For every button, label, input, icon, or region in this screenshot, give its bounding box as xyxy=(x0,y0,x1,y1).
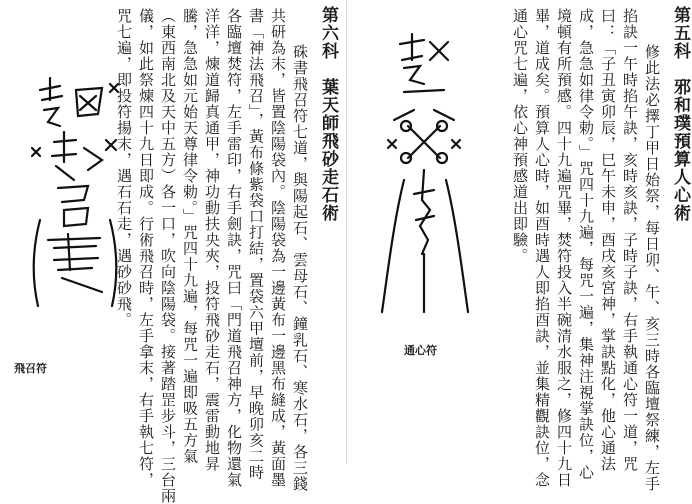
section-heading-6: 第六科 葉天師飛砂走石術 xyxy=(318,6,338,222)
text-column: 曰：「子丑寅卯辰，巳午未申，酉戌亥宮神，掌訣點化，他心通法 xyxy=(599,8,617,472)
section-heading-5: 第五科 邪和璞預算人心術 xyxy=(670,6,690,222)
feizhao-talisman-caption: 飛召符 xyxy=(14,362,47,375)
text-column: 畢，道成矣。預算人心時，如酉時遇人即掐酉訣，並集精觀訣位，念 xyxy=(533,8,551,488)
text-column: 洋洋，煉道歸真通甲，神功動扶央夾，投符飛砂走石，震雷動地昇 xyxy=(203,8,221,472)
right-page xyxy=(346,0,692,492)
text-column: 成，急急如律令勅。」咒四十九遍，每咒一遍，集神注視掌訣位，心 xyxy=(577,8,595,481)
text-column: 共研為末，皆置陰陽袋內。陰陽袋為一邊黃布一邊黑布縫成，黃面墨 xyxy=(269,8,287,488)
text-column: 騰，急急如元始天尊律令勅。」咒四十九遍，每咒一遍即吸五方氣 xyxy=(181,8,199,465)
text-column: 書「神法飛召」，黃布條紫袋口打結，置袋六甲壇前，早晚卯亥二時 xyxy=(247,8,265,481)
feizhao-talisman-icon xyxy=(18,70,128,310)
tongxin-talisman-icon xyxy=(364,30,484,320)
text-column: 修此法必擇丁甲日始祭，每日卯、午、亥三時各臨壇祭練，左手 xyxy=(643,44,661,492)
text-column: 通心咒七遍，依心神預感道出即驗。 xyxy=(511,8,529,264)
text-column: 咒七遍，即投符揚末，遇石石走，遇砂砂飛。 xyxy=(115,8,133,328)
text-column: 儀，如此祭煉四十九日即成。行術飛召時，左手拿末，右手執七符， xyxy=(137,8,155,488)
text-column: 掐訣一午時掐午訣，亥時亥訣，子時子訣，右手執通心符一道，咒 xyxy=(621,8,639,472)
tongxin-talisman-caption: 通心符 xyxy=(404,344,437,357)
text-column: 硃書飛召符七道，與陽起石、雲母石、鐘乳石、寒水石，各三錢 xyxy=(291,44,309,492)
text-column: 境頓有所預感。四十九遍咒畢，焚符投入半碗清水服之，修四十九日 xyxy=(555,8,573,488)
text-column: 各臨壇焚符，左手雷印，右手劍訣，咒曰「門道飛召神方，化物還氣 xyxy=(225,8,243,488)
text-column: （東西南北及天中五方）各一口，吹向陰陽袋。接著踏罡步斗，三台兩 xyxy=(159,8,177,504)
